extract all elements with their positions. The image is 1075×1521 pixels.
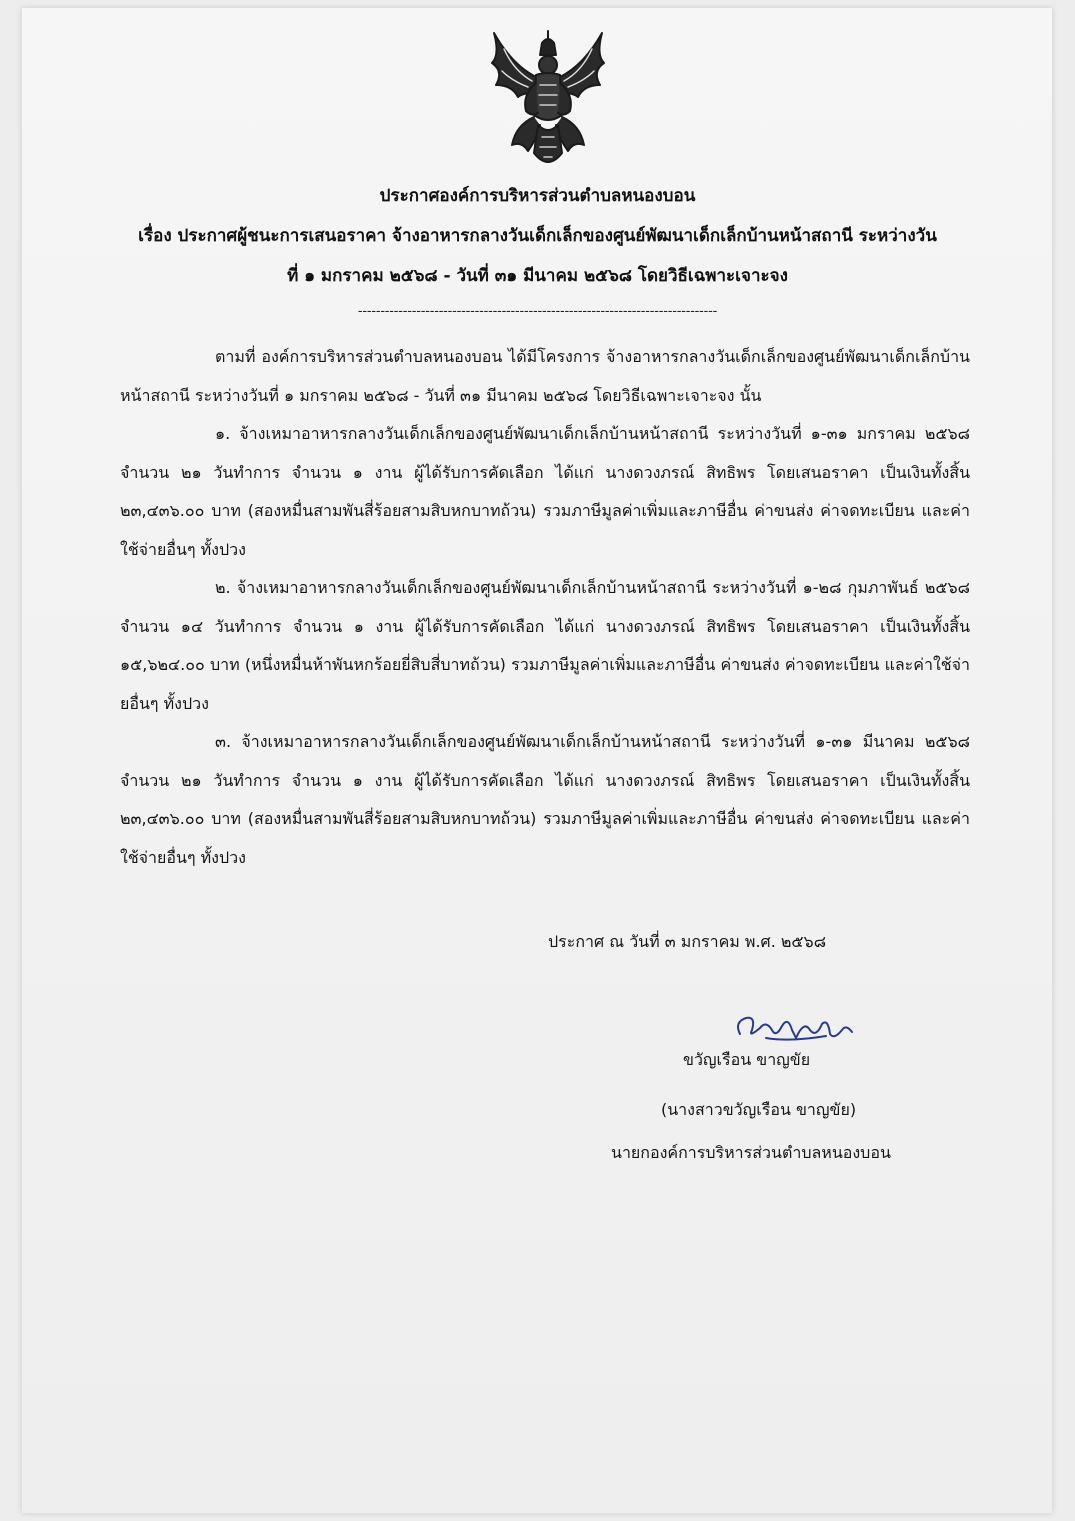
document-org-title: ประกาศองค์การบริหารส่วนตำบลหนองบอน bbox=[379, 186, 696, 206]
document-subject-line-2: ที่ ๑ มกราคม ๒๕๖๘ - วันที่ ๓๑ มีนาคม ๒๕๖๘ โดยวิธีเฉพาะเจาะจง bbox=[287, 266, 788, 286]
intro-paragraph: ตามที่ องค์การบริหารส่วนตำบลหนองบอน ได้มีโครงการ จ้างอาหารกลางวันเด็กเล็กของศูนย์พัฒนาเด็กเล็กบ้านหน้าสถานี ระหว่างวันที่ ๑ มกราคม ๒๕๖๘ - วันที่ ๓๑ มีนาคม ๒๕๖๘ โดยวิธีเฉพาะเจาะจง นั้น bbox=[120, 347, 970, 405]
signer-position: นายกองค์การบริหารส่วนตำบลหนองบอน bbox=[611, 1143, 891, 1162]
signer-full-name: (นางสาวขวัญเรือน ขาญขัย) bbox=[661, 1100, 857, 1119]
garuda-emblem-icon bbox=[482, 25, 614, 175]
document-body bbox=[120, 338, 970, 877]
item-3-paragraph: ๓. จ้างเหมาอาหารกลางวันเด็กเล็กของศูนย์พัฒนาเด็กเล็กบ้านหน้าสถานี ระหว่างวันที่ ๑-๓๑ มีนาคม ๒๕๖๘ จำนวน ๒๑ วันทำการ จำนวน ๑ งาน ผู้ได้รับการคัดเลือก ได้แก่ นางดวงภรณ์ สิทธิพร โดยเสนอราคา เป็นเงินทั้งสิ้น ๒๓,๔๓๖.๐๐ บาท (สองหมื่นสามพันสี่ร้อยสามสิบหกบาทถ้วน) รวมภาษีมูลค่าเพิ่มและภาษีอื่น ค่าขนส่ง ค่าจดทะเบียน และค่าใช้จ่ายอื่นๆ ทั้งปวง bbox=[120, 732, 970, 867]
handwritten-signature-icon bbox=[730, 1008, 860, 1046]
item-2-paragraph: ๒. จ้างเหมาอาหารกลางวันเด็กเล็กของศูนย์พัฒนาเด็กเล็กบ้านหน้าสถานี ระหว่างวันที่ ๑-๒๘ กุมภาพันธ์ ๒๕๖๘ จำนวน ๑๔ วันทำการ จำนวน ๑ งาน ผู้ได้รับการคัดเลือก ได้แก่ นางดวงภรณ์ สิทธิพร โดยเสนอราคา เป็นเงินทั้งสิ้น ๑๕,๖๒๔.๐๐ บาท (หนึ่งหมื่นห้าพันหกร้อยยี่สิบสี่บาทถ้วน) รวมภาษีมูลค่าเพิ่มและภาษีอื่น ค่าขนส่ง ค่าจดทะเบียน และค่าใช้จ่ายอื่นๆ ทั้งปวง bbox=[120, 578, 971, 713]
item-1-paragraph: ๑. จ้างเหมาอาหารกลางวันเด็กเล็กของศูนย์พัฒนาเด็กเล็กบ้านหน้าสถานี ระหว่างวันที่ ๑-๓๑ มกราคม ๒๕๖๘ จำนวน ๒๑ วันทำการ จำนวน ๑ งาน ผู้ได้รับการคัดเลือก ได้แก่ นางดวงภรณ์ สิทธิพร โดยเสนอราคา เป็นเงินทั้งสิ้น ๒๓,๔๓๖.๐๐ บาท (สองหมื่นสามพันสี่ร้อยสามสิบหกบาทถ้วน) รวมภาษีมูลค่าเพิ่มและภาษีอื่น ค่าขนส่ง ค่าจดทะเบียน และค่าใช้จ่ายอื่นๆ ทั้งปวง bbox=[120, 424, 970, 559]
document-subject-line-1: เรื่อง ประกาศผู้ชนะการเสนอราคา จ้างอาหารกลางวันเด็กเล็กของศูนย์พัฒนาเด็กเล็กบ้านหน้าสถานี ระหว่างวัน bbox=[138, 226, 937, 246]
signer-short-name: ขวัญเรือน ขาญขัย bbox=[683, 1050, 811, 1069]
announcement-date: ประกาศ ณ วันที่ ๓ มกราคม พ.ศ. ๒๕๖๘ bbox=[548, 932, 827, 951]
section-divider: -------------------------------------------------------------------------------- bbox=[357, 304, 718, 319]
